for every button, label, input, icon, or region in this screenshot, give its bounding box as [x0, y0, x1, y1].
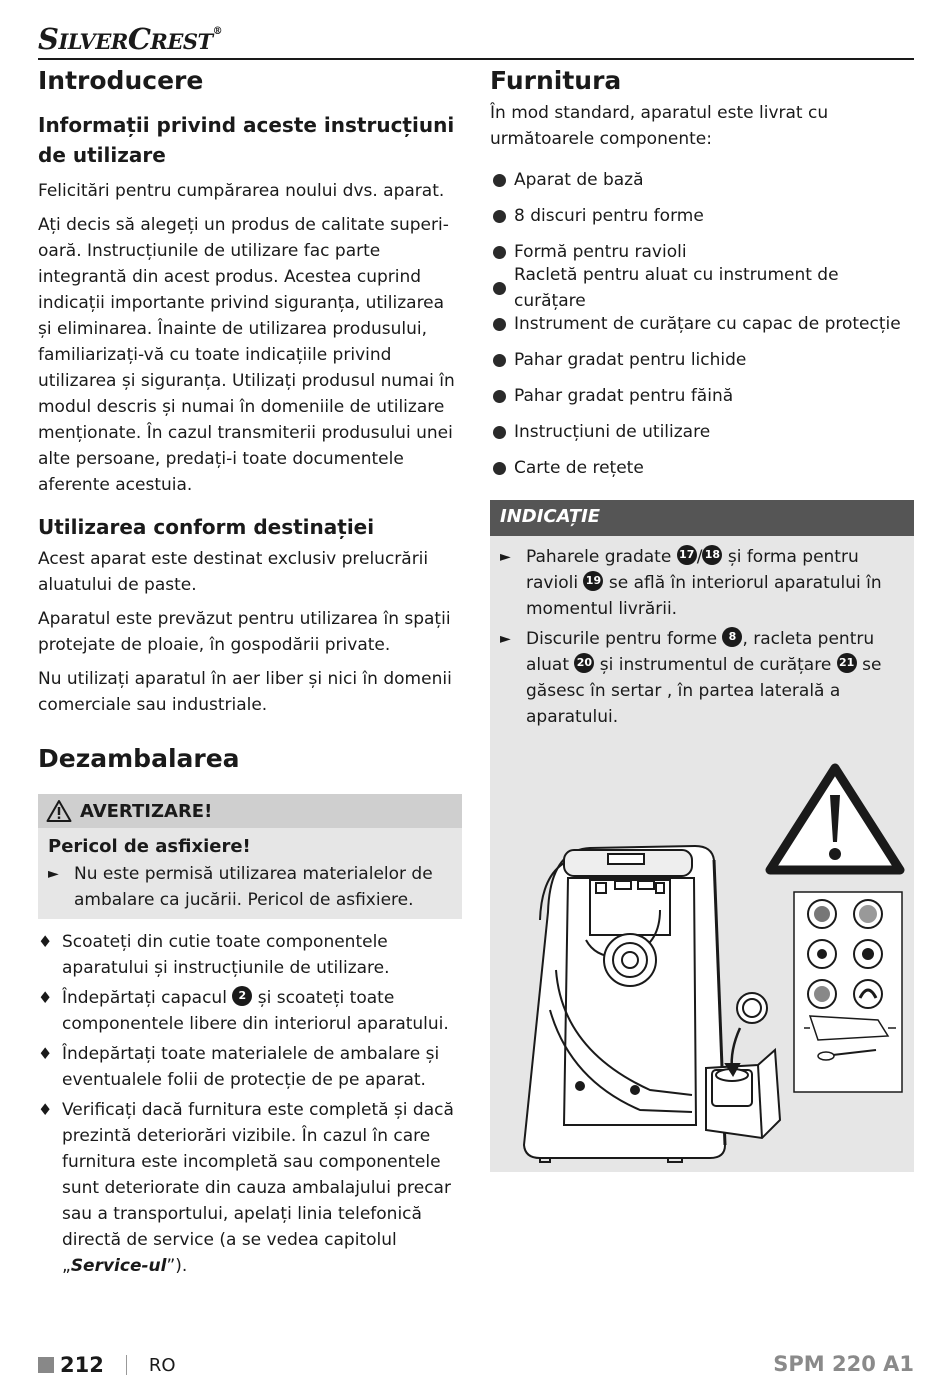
page-number: 212: [60, 1353, 104, 1377]
note-item: ► Discurile pentru forme 8 , racleta pentru aluat 20 și instrumentul de curățare 21 se găsesc în sertar , în partea laterală a aparatului.: [500, 622, 904, 730]
ref-number-badge: 19: [583, 571, 603, 591]
list-item: Pahar gradat pentru făină: [490, 378, 914, 414]
page-footer: [38, 1350, 914, 1377]
warning-title: AVERTIZARE!: [80, 800, 213, 822]
warning-triangle-icon: [46, 799, 72, 823]
service-chapter-ref: Service-ul: [70, 1256, 167, 1276]
supply-heading: Furnitura: [490, 66, 622, 95]
silvercrest-logo: SILVERCREST®: [38, 22, 223, 56]
supply-list: [490, 162, 914, 486]
right-column: [490, 66, 914, 1172]
bullet-dot-icon: [493, 318, 506, 331]
info-paragraph-2: Ați decis să alegeți un produs de calitate superioară. Instrucțiunile de utilizare fac parte integrantă din acest produs. Acestea cuprind indicații importante privind siguranța, utilizarea și eliminarea. Înainte de utilizarea produsului, familiarizați-vă cu toate indicațiile privind utilizarea și siguranța. Utilizați produsul numai în modul descris și numai în domeniile de utilizare menționate. În cazul transmiterii produsului unei alte persoane, predați-i toate documentele aferente acestuia.: [38, 215, 455, 495]
bullet-dot-icon: [493, 426, 506, 439]
pasta-machine-drawing: [524, 846, 725, 1162]
left-column: [38, 66, 462, 1279]
bullet-dot-icon: [493, 390, 506, 403]
use-paragraph-3: Nu utilizați aparatul în aer liber și nici în domenii comerciale sau industriale.: [38, 669, 452, 715]
diamond-bullet-icon: ♦: [38, 988, 53, 1007]
ref-number-badge: 2: [232, 986, 252, 1006]
use-paragraph-2: Aparatul este prevăzut pentru utilizarea în spații protejate de ploaie, în gospodării private.: [38, 609, 451, 655]
list-item: Instrucțiuni de utilizare: [490, 414, 914, 450]
diamond-bullet-icon: ♦: [38, 932, 53, 951]
bullet-dot-icon: [493, 246, 506, 259]
list-item: ♦ Îndepărtați toate materialele de ambalare și eventualele folii de protecție de pe aparat.: [38, 1041, 462, 1093]
supply-intro: În mod standard, aparatul este livrat cu următoarele componente:: [490, 103, 829, 149]
footer-divider: [126, 1355, 127, 1375]
ref-number-badge: 21: [837, 653, 857, 673]
list-item: Pahar gradat pentru lichide: [490, 342, 914, 378]
bullet-dot-icon: [493, 282, 506, 295]
bullet-dot-icon: [493, 462, 506, 475]
diamond-bullet-icon: ♦: [38, 1100, 53, 1119]
unpack-heading: Dezambalarea: [38, 744, 240, 773]
note-header: INDICAȚIE: [490, 500, 914, 536]
ref-number-badge: 17: [677, 545, 697, 565]
list-item: 8 discuri pentru forme: [490, 198, 914, 234]
note-body: [490, 536, 914, 730]
arrow-right-icon: ►: [500, 549, 511, 565]
language-code: RO: [148, 1354, 176, 1376]
list-item: ♦ Îndepărtați capacul 2 și scoateți toate componentele libere din interiorul aparatului.: [38, 985, 462, 1037]
warning-subtitle: Pericol de asfixiere!: [48, 836, 251, 857]
page-header: [38, 20, 914, 60]
accessories-panel-drawing: [794, 892, 902, 1092]
use-heading: Utilizarea conform destinației: [38, 515, 375, 539]
warning-header: [38, 794, 462, 828]
ref-number-badge: 18: [702, 545, 722, 565]
footer-square-icon: [38, 1357, 54, 1373]
bullet-dot-icon: [493, 174, 506, 187]
info-paragraph-1: Felicitări pentru cumpărarea noului dvs. aparat.: [38, 181, 445, 201]
list-item: Racletă pentru aluat cu instrument de curățare: [490, 270, 914, 306]
list-item: Instrument de curățare cu capac de protecție: [490, 306, 914, 342]
model-number: SPM 220 A1: [773, 1352, 914, 1376]
warning-box: [38, 794, 462, 919]
warning-item: [38, 857, 462, 913]
warning-text: Nu este permisă utilizarea materialelor de ambalare ca jucării. Pericol de asfixiere.: [74, 864, 433, 910]
intro-heading: Introducere: [38, 66, 204, 95]
device-illustration: [500, 750, 910, 1170]
bullet-dot-icon: [493, 210, 506, 223]
list-item: ♦ Scoateți din cutie toate componentele aparatului și instrucțiunile de utilizare.: [38, 929, 462, 981]
list-item: ♦ Verificați dacă furnitura este completă și dacă prezintă deteriorări vizibile. În cazul în care furnitura este incompletă sau componentele sunt deteriorate din cauza ambalajului precar sau a transportului, apelați linia telefonică directă de service (a se vedea capitolul „Service-ul”).: [38, 1097, 462, 1279]
diamond-bullet-icon: ♦: [38, 1044, 53, 1063]
arrow-right-icon: ►: [48, 866, 59, 882]
arrow-right-icon: ►: [500, 631, 511, 647]
unpack-steps: [38, 929, 462, 1279]
list-item: Carte de rețete: [490, 450, 914, 486]
use-paragraph-1: Acest aparat este destinat exclusiv prelucrării aluatului de paste.: [38, 549, 429, 595]
note-box: [490, 500, 914, 1172]
warning-triangle-icon: [770, 768, 900, 870]
info-heading: Informații privind aceste instrucțiuni de utilizare: [38, 113, 455, 167]
ref-number-badge: 8: [722, 627, 742, 647]
list-item: Formă pentru ravioli: [490, 234, 914, 270]
ref-number-badge: 20: [574, 653, 594, 673]
note-item: ► Paharele gradate 17 / 18 și forma pentru ravioli 19 se află în interiorul aparatului în momentul livrării.: [500, 544, 904, 622]
list-item: Aparat de bază: [490, 162, 914, 198]
bullet-dot-icon: [493, 354, 506, 367]
